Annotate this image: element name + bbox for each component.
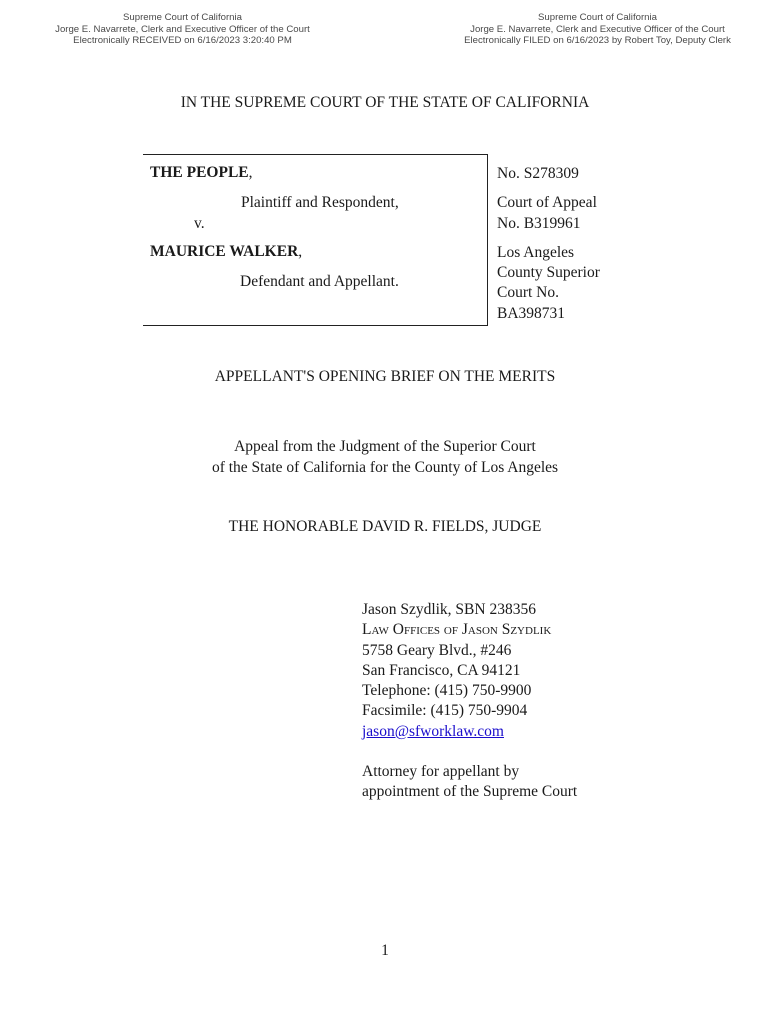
defendant-line [150,243,302,261]
superior-court-label-1: Los Angeles [497,243,575,261]
versus: v. [194,215,205,232]
plaintiff-comma: , [248,164,253,181]
court-title: IN THE SUPREME COURT OF THE STATE OF CALIFORNIA [180,94,590,111]
case-caption-box [143,154,488,326]
address-line-1: 5758 Geary Blvd., #246 [362,641,512,659]
filed-stamp-date: Electronically FILED on 6/16/2023 by Robert Toy, Deputy Clerk [464,35,731,46]
received-stamp-court: Supreme Court of California [123,12,242,23]
supreme-case-number-block [497,164,600,184]
spacer [362,742,577,762]
appeal-from-line-2: of the State of California for the County of Los Angeles [211,459,559,476]
attorney-role-line-1: Attorney for appellant by [362,763,520,781]
filed-stamp [450,12,745,47]
filed-stamp-clerk: Jorge E. Navarrete, Clerk and Executive Officer of the Court [470,23,725,35]
telephone: Telephone: (415) 750-9900 [362,682,532,700]
supreme-case-number: No. S278309 [497,165,579,182]
superior-case-number: BA398731 [497,304,566,322]
plaintiff-line [150,164,253,182]
appeal-case-number-block [497,193,600,234]
received-stamp-clerk: Jorge E. Navarrete, Clerk and Executive Officer of the Court [55,23,310,35]
superior-case-number-block [497,243,600,324]
appeal-from-line-1: Appeal from the Judgment of the Superior Court [234,438,536,455]
received-stamp [40,12,325,47]
judge-line: THE HONORABLE DAVID R. FIELDS, JUDGE [228,518,542,535]
attorney-name: Jason Szydlik, SBN 238356 [362,601,536,618]
address-line-2: San Francisco, CA 94121 [362,661,521,679]
page-number: 1 [381,942,389,959]
attorney-block [362,600,577,803]
appeal-court-label: Court of Appeal [497,194,597,212]
superior-court-label-2: County Superior [497,264,600,282]
appeal-case-number: No. B319961 [497,214,581,232]
defendant-comma: , [298,243,303,260]
facsimile: Facsimile: (415) 750-9904 [362,702,528,720]
defendant-role: Defendant and Appellant. [240,273,399,290]
case-numbers [497,164,600,333]
plaintiff-name: THE PEOPLE [150,164,249,181]
filed-stamp-court: Supreme Court of California [538,12,657,23]
received-stamp-date: Electronically RECEIVED on 6/16/2023 3:20:40 PM [73,35,292,46]
attorney-role-line-2: appointment of the Supreme Court [362,783,578,801]
law-firm-name: Law Offices of Jason Szydlik [362,621,552,639]
defendant-name: MAURICE WALKER [150,243,299,260]
email-link[interactable]: jason@sfworklaw.com [362,722,504,740]
superior-court-label-3: Court No. [497,284,559,302]
brief-title: APPELLANT'S OPENING BRIEF ON THE MERITS [214,368,556,385]
plaintiff-role: Plaintiff and Respondent, [241,194,399,211]
